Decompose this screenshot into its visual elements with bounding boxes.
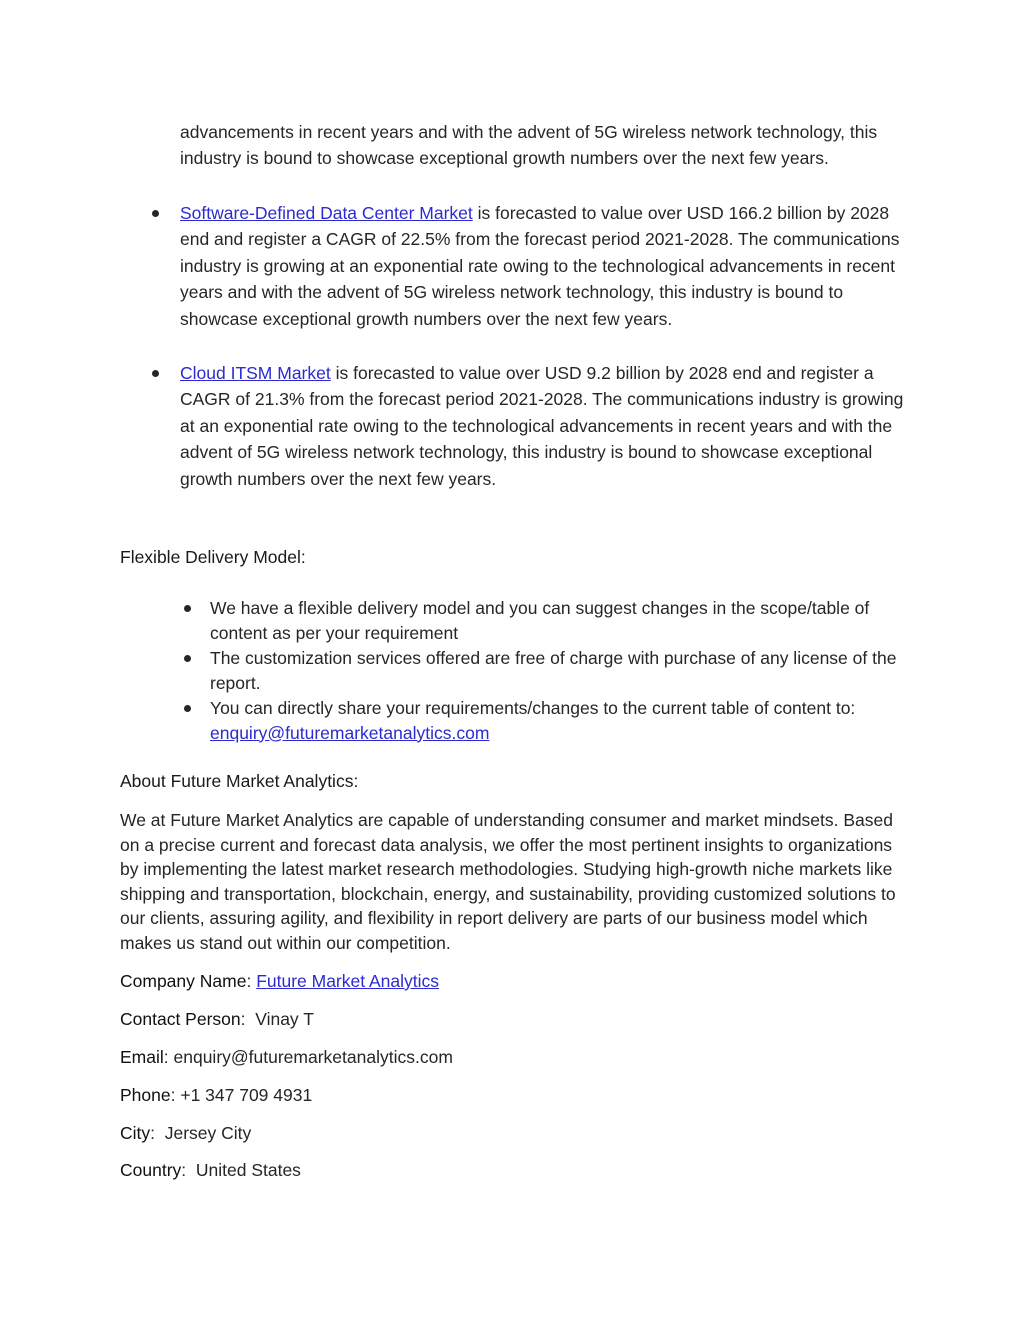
contact-person-label: Contact Person [120, 1009, 241, 1029]
email-row: Email: enquiry@futuremarketanalytics.com [120, 1047, 453, 1067]
company-row: Company Name: Future Market Analytics [120, 971, 440, 991]
bullet-dot [184, 655, 191, 662]
flexible-item-1: We have a flexible delivery model and you can suggest changes in the scope/table of content as per your requirement [210, 598, 870, 643]
flexible-item-3 [210, 696, 910, 745]
email-label: Email [120, 1047, 164, 1067]
city-label: City [120, 1123, 151, 1143]
contact-person-row: Contact Person: Vinay T [120, 1009, 314, 1029]
cloud-itsm-market-text: is forecasted to value over USD 9.2 billion by 2028 end and register a CAGR of 21.3% from the forecast period 2021-2028. The communications industry is growing at an exponential rate owing to the technological advancements in recent years and with the advent of 5G wireless network technology, this industry is bound to showcase exceptional growth numbers over the next few years. [180, 363, 904, 489]
cloud-itsm-market-link[interactable]: Cloud ITSM Market [180, 363, 331, 383]
flexible-delivery-heading: Flexible Delivery Model: [120, 547, 306, 567]
country-value: United States [195, 1160, 301, 1180]
market-bullet-cloud-itsm [180, 360, 910, 492]
phone-label: Phone [120, 1085, 171, 1105]
about-heading: About Future Market Analytics: [120, 771, 359, 791]
city-value: Jersey City [164, 1123, 252, 1143]
about-body: We at Future Market Analytics are capable of understanding consumer and market mindsets. Based on a precise current and forecast data analysis, we offer the most pertinent insights to organizations by implementing the latest market research methodologies. Studying high-growth niche markets like shipping and transportation, blockchain, energy, and sustainability, providing customized solutions to our clients, assuring agility, and flexibility in report delivery are parts of our business model which makes us stand out within our competition. [120, 810, 896, 953]
intro-continuation: advancements in recent years and with the advent of 5G wireless network technology, this industry is bound to showcase exceptional growth numbers over the next few years. [180, 122, 878, 169]
phone-value: +1 347 709 4931 [180, 1085, 313, 1105]
flexible-item-2: The customization services offered are free of charge with purchase of any license of the report. [210, 648, 897, 693]
market-bullet-sddc [180, 200, 910, 332]
sddc-market-text: is forecasted to value over USD 166.2 billion by 2028 end and register a CAGR of 22.5% from the forecast period 2021-2028. The communications industry is growing at an exponential rate owing to the technological advancements in recent years and with the advent of 5G wireless network technology, this industry is bound to showcase exceptional growth numbers over the next few years. [180, 203, 900, 329]
enquiry-email-link[interactable]: enquiry@futuremarketanalytics.com [210, 722, 490, 743]
country-label: Country [120, 1160, 182, 1180]
company-link[interactable]: Future Market Analytics [256, 971, 440, 991]
bullet-dot [184, 705, 191, 712]
bullet-dot [152, 370, 159, 377]
bullet-dot [152, 210, 159, 217]
sddc-market-link[interactable]: Software-Defined Data Center Market [180, 203, 473, 223]
city-row: City: Jersey City [120, 1123, 252, 1143]
contact-person-value: Vinay T [255, 1009, 314, 1029]
country-row: Country: United States [120, 1160, 301, 1180]
company-label: Company Name [120, 971, 247, 991]
flexible-item-3-text: You can directly share your requirements/changes to the current table of content to: [210, 698, 856, 718]
bullet-dot [184, 605, 191, 612]
phone-row: Phone: +1 347 709 4931 [120, 1085, 313, 1105]
email-value: enquiry@futuremarketanalytics.com [173, 1047, 453, 1067]
